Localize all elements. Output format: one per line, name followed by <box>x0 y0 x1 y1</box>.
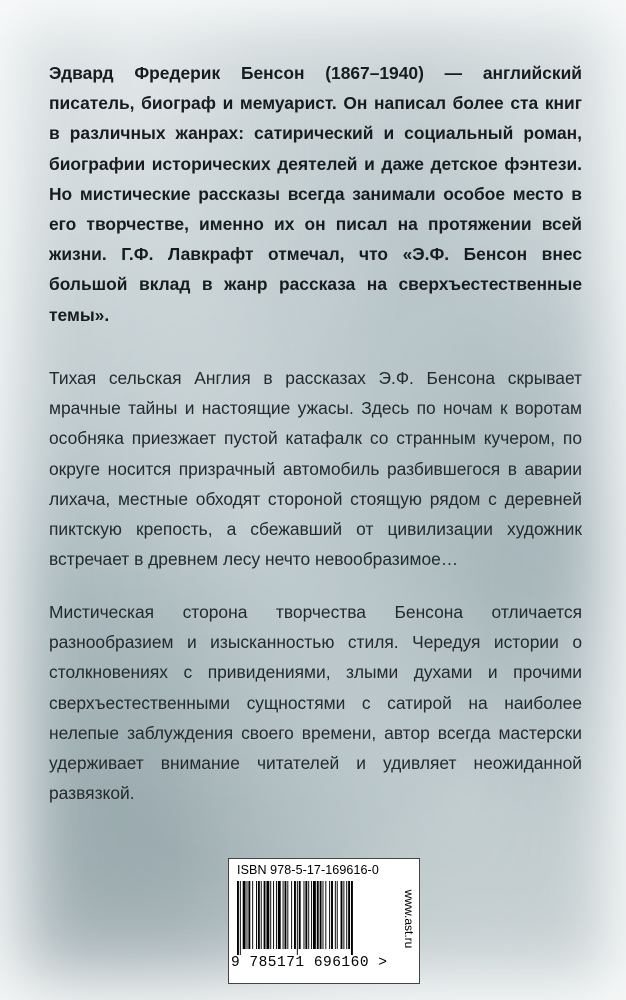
barcode-bar <box>240 881 241 955</box>
publisher-website-text: www.ast.ru <box>402 889 416 949</box>
barcode-bar <box>351 881 353 955</box>
isbn-label: ISBN 978-5-17-169616-0 <box>237 863 379 877</box>
barcode-bar <box>313 881 316 949</box>
author-bio-paragraph: Эдвард Фредерик Бенсон (1867–1940) — английский писатель, биограф и мемуарист. Он написал более ста книг в различных жанрах: сатирический и социальный роман, биографии исторических деятелей и даже детское фэнтези. Но мистические рассказы всегда занимали особое место в его творчестве, именно их он писал на протяжении всей жизни. Г.Ф. Лавкрафт отмечал, что «Э.Ф. Бенсон внес большой вклад в жанр рассказа на сверхъестественные темы». <box>49 63 582 325</box>
barcode-bar <box>273 881 274 949</box>
barcode-bar <box>278 881 281 949</box>
barcode-bar <box>247 881 248 949</box>
barcode-bar <box>311 881 312 949</box>
barcode-bar <box>299 881 301 949</box>
barcode-bar <box>308 881 309 949</box>
barcode-bar <box>264 881 266 949</box>
barcode-bar <box>348 881 350 949</box>
barcode-bar <box>331 881 333 949</box>
barcode-bar <box>294 881 296 949</box>
publisher-website <box>399 869 419 969</box>
barcode-bar <box>287 881 288 949</box>
barcode-bars <box>237 881 397 955</box>
barcode-bar <box>343 881 344 949</box>
book-style-paragraph: Мистическая сторона творчества Бенсона отличается разнообразием и изысканностью стиля. Чередуя истории о столкновениях с привидениями, злыми духами и прочими сверхъестественными сущностями с сатирой на наиболее нелепые заблуждения своего времени, автор всегда мастерски удерживает внимание читателей и удивляет неожиданной развязкой. <box>49 602 582 804</box>
barcode-bar <box>270 881 271 949</box>
barcode-bar <box>335 881 336 949</box>
barcode-bar <box>297 881 298 955</box>
barcode-bar <box>276 881 277 949</box>
barcode-bar <box>317 881 319 949</box>
barcode-bar <box>266 881 269 949</box>
barcode-digits: 9 785171 696160 > <box>231 955 388 971</box>
barcode-bar <box>323 881 324 949</box>
barcode-bar <box>320 881 322 949</box>
barcode-bar <box>346 881 347 949</box>
barcode-bar <box>283 881 284 949</box>
book-summary-paragraph: Тихая сельская Англия в рассказах Э.Ф. Бенсона скрывает мрачные тайны и настоящие ужасы. Здесь по ночам к воротам особняка приезжает пустой катафалк со странным кучером, по округе носится призрачный автомобиль разбившегося в аварии лихача, местные обходят стороной стоящую рядом с деревней пиктскую крепость, а сбежавший от цивилизации художник встречает в древнем лесу нечто невообразимое… <box>49 368 582 570</box>
barcode-bar <box>248 881 250 949</box>
barcode-bar <box>291 881 292 949</box>
barcode-bar <box>261 881 262 949</box>
barcode-bar <box>237 881 239 955</box>
barcode-bar <box>256 881 257 949</box>
barcode-bar <box>304 881 305 949</box>
barcode-bar <box>325 881 326 949</box>
barcode-bar <box>285 881 287 949</box>
barcode-bar <box>252 881 253 949</box>
barcode-bar <box>243 881 246 949</box>
barcode-bar <box>337 881 338 949</box>
barcode-bar <box>258 881 260 949</box>
barcode-bar <box>341 881 343 949</box>
barcode-bar <box>329 881 330 949</box>
barcode-bar <box>305 881 307 949</box>
barcode-panel <box>228 858 420 984</box>
